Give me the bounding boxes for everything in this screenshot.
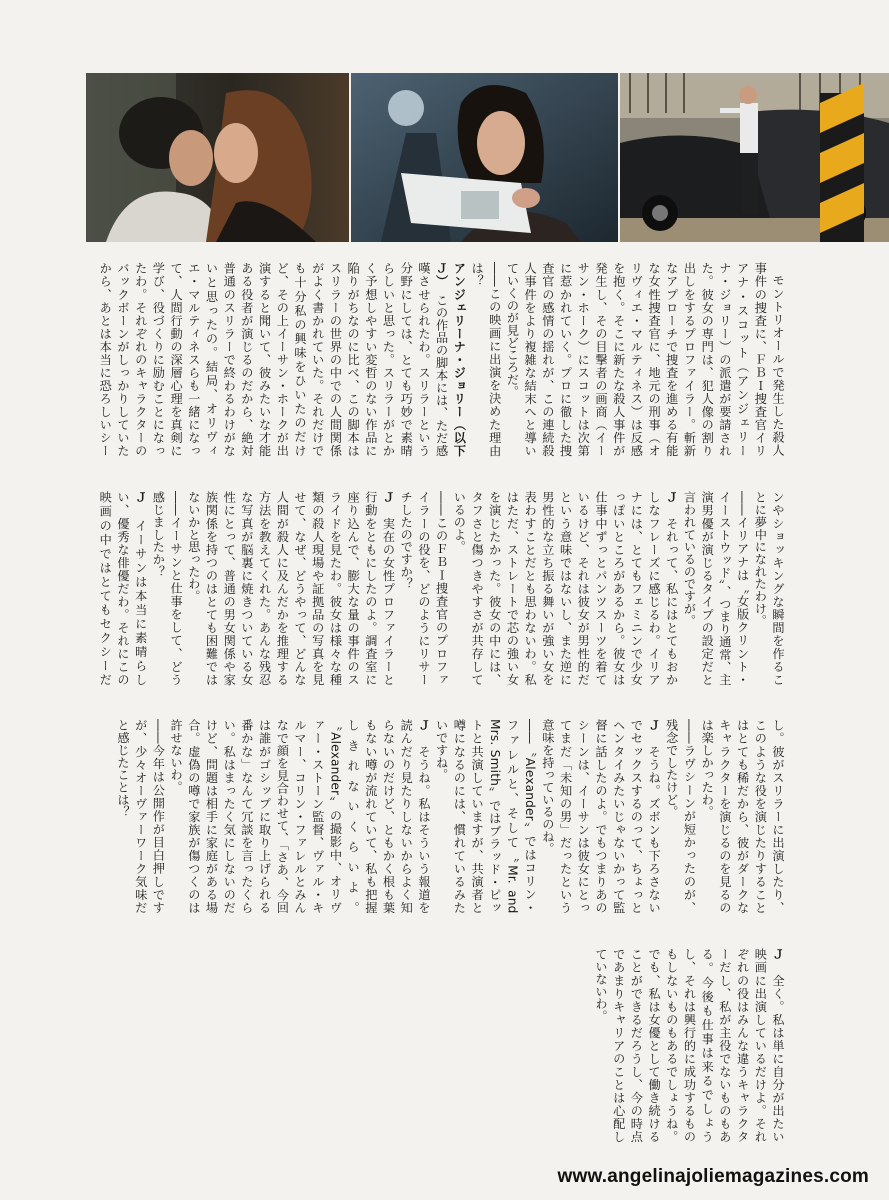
interview-question: ――今年は公開作が目白押しですが、少々オーヴァーワーク気味だと感じたことは？ [115, 719, 166, 914]
answer-text: 全く。私は単に自分が出たい映画に出演しているだけよ。それぞれの役はみんな違うキャラクターだし、私が主役でないものもある。今後も仕事は来るでしょうし、それは興行的に成功するものもしないものもあるでしょうね。でも、私は女優として働き続けることができるだろうし、今の時点であまりキャリアのことは心配していないわ。 [593, 947, 785, 1142]
speaker-label: Ｊ [416, 719, 431, 746]
answer-text: この作品の脚本には、ただ感嘆させられたわ。スリラーという分野にしては、とても巧妙で素晴らしいと思った。スリラーがとかく予想しやすい変哲のない作品に陥りがちなのに比べ、この脚本はスリラーの世界の中での人間関係がよく書かれていた。それだけでも十分私の興味をひいたのだけど、その上イーサン・ホークが出演すると聞いて、彼みたいな才能ある役者が演じるのだから、絶対普通のスリラーで終わるわけがないと思ったの。結局、オリヴィエ・マルティネスらも一緒になって、人間行動の深層心理を真剣に学び、役づくりに励むことになったわ。それぞれのキャラクターのバックボーンがしっかりしていたから、あとは本当に恐ろしいシーンやショッキングな瞬間を作ることに夢中になれたわけ。 [98, 262, 785, 685]
site-watermark: www.angelinajoliemagazines.com [557, 1166, 869, 1187]
speaker-label: Ｊ [771, 947, 785, 974]
answer-text: そうね。私はそういう報道を読んだり見たりしないからよく知らないのだけど、ともかく根も葉もない噂が流れていて、私も把握しきれないくらいよ。〝Alexander〟の撮影中、オリヴァー・ストーン監督、ヴァル・キルマー、コリン・ファレルとみんなで顔を見合わせて、「さあ、今回は誰がゴシップに取り上げられる番かな」なんて冗談を言ったくらい。私はまったく気にしないのだけど、問題は相手に家庭がある場合。虚偽の噂で家族が傷つくのは許せないわ。 [169, 719, 431, 914]
speaker-label: Ｊ [664, 490, 679, 517]
interview-answer [166, 719, 432, 914]
speaker-label: アンジェリーナ・ジョリー（以下Ｊ） [434, 262, 467, 457]
speaker-label: Ｊ [133, 490, 148, 519]
interview-question: ――この映画に出演を決めた理由は？ [470, 262, 502, 457]
interview-question: ――〝Alexander〟ではコリン・ファレルと、そして〝Mr. and Mrs. Smith〟ではブラッド・ピットと共演していますが、共演者と噂になるのには、慣れているみたいですね。 [434, 719, 538, 914]
interview-question: ――ラヴシーンが短かったのが、残念でしたけど。 [664, 719, 697, 914]
interview-question: ――このＦＢＩ捜査官のプロファイラーの役を、どのようにリサーチしたのですか？ [399, 490, 449, 685]
interview-answer [538, 719, 662, 914]
speaker-label: Ｊ [381, 490, 396, 517]
lead-paragraph: モントリオールで発生した殺人事件の捜査に、ＦＢＩ捜査官イリアナ・スコット（アンジェリーナ・ジョリー）の派遣が要請された。彼女の専門は、犯人像の割り出しをするプロファイラー。斬新なアプローチで捜査を進める有能な女性捜査官に、地元の刑事（オリヴィエ・マルティネス）は反感を抱く。そこに新たな殺人事件が発生し、その目撃者の画商（イーサン・ホーク）にスコットは次第に惹かれていく。プロに徹した捜査官の感情の揺れが、この連続殺人事件をより複雑な結末へと導いていくのが見どころだ。 [505, 262, 785, 457]
answer-text: それって、私にはとてもおかしなフレーズに感じるわ。イリアナには、とてもフェミニンで少女っぽいところがあるから。彼女は仕事中ずっとパンツスーツを着ているけど、それは彼女が男性的だという意味ではないし、また逆に男性的な立ち振る舞いが強い女を表わすことだとも思わないわ。私はただ、ストレートで芯の強い女を演じたかった。彼女の中には、タフさと傷つきやすさが共存しているのよ。 [452, 490, 679, 685]
speaker-label: Ｊ [647, 719, 662, 746]
answer-text: そうね。ズボンも下ろさないでセックスするのって、ちょっとヘンタイみたいじゃないかって監督に話したのよ。でもつまりあのシーンは、イーサンは彼女にとってまだ「未知の男」だったという意味を持っているのね。 [540, 719, 662, 914]
article-body [86, 262, 786, 1142]
woman-aiming-gun-photo [620, 73, 889, 242]
interview-answer [591, 948, 786, 1143]
answer-text: イーサンは本当に素晴らしい、優秀な俳優だわ。それにこの映画の中ではとてもセクシーだし。彼がスリラーに出演したり、このような役を演じたりすることはとても稀だから、彼がダークなキャラクターを演じるのを見るのは楽しかったわ。 [98, 490, 785, 914]
interview-answer [450, 491, 680, 686]
woman-holding-papers-photo [351, 73, 618, 242]
interview-question: ――イーサンと仕事をして、どう感じましたか？ [151, 490, 184, 685]
interview-answer [184, 491, 396, 686]
couple-embrace-photo [86, 73, 349, 242]
interview-question: ――イリアナは〝女版クリント・イーストウッド〟、つまり通常、主演男優が演じるタイプの設定だと言われているのですが。 [682, 490, 750, 685]
answer-text: 実在の女性プロファイラーと行動をともにしたのよ。調査室に座り込んで、膨大な量の事件のスライドを見たわ。彼女は様々な種類の殺人現場や証拠品の写真を見せて、なぜ、どうやって、どんな人間が殺人に及んだかを推理する方法を教えてくれた。あんな残忍な写真が脳裏に焼きついている女性にとって、普通の男女関係や家族関係を持つのはとても困難ではないかと思ったわ。 [186, 490, 396, 685]
